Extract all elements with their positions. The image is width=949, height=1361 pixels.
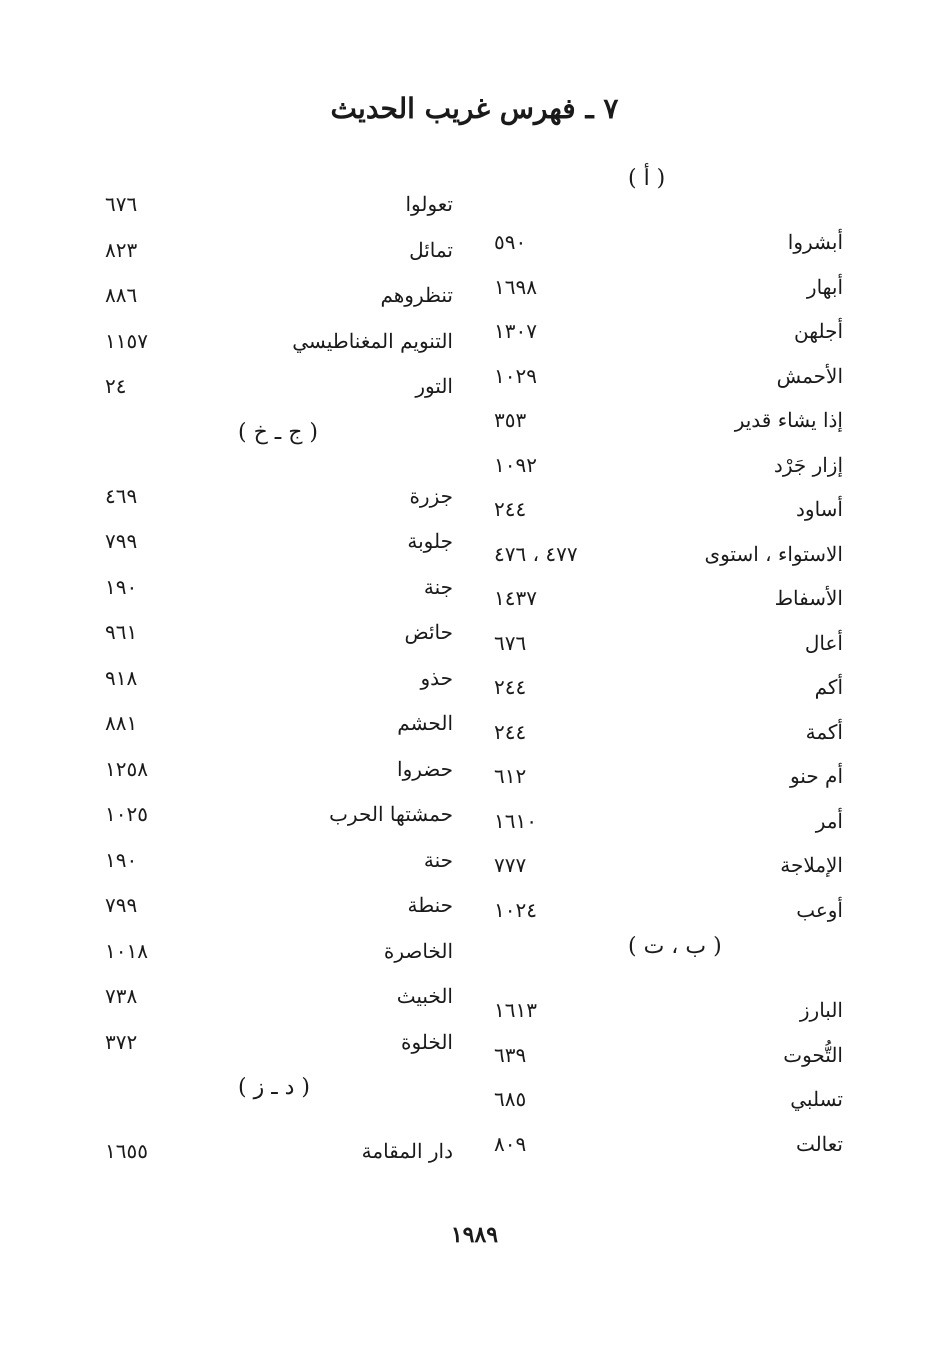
page-reference: ٣٧٢ xyxy=(105,1029,138,1054)
index-term: أمر xyxy=(815,808,843,833)
page-reference: ٧٩٩ xyxy=(105,529,138,553)
page-reference: ١٦٩٨ xyxy=(494,274,537,299)
page-reference: ٢٤٤ xyxy=(494,675,527,699)
section-heading: ( ج ـ خ ) xyxy=(238,419,318,445)
section-heading: ( د ـ ز ) xyxy=(238,1075,311,1100)
page-reference: ١٤٣٧ xyxy=(494,586,537,610)
index-term: حنطة xyxy=(407,893,453,917)
section-heading: ( أ ) xyxy=(628,166,666,191)
index-term: الخلوة xyxy=(401,1029,453,1054)
index-term: أكم xyxy=(814,675,843,699)
page-reference: ١٦١٣ xyxy=(494,998,537,1022)
page-reference: ١٠١٨ xyxy=(105,938,148,963)
index-term: الخاصرة xyxy=(383,938,453,963)
page-reference: ٦٨٥ xyxy=(494,1087,527,1111)
index-term: أجلهن xyxy=(794,319,843,343)
page-reference: ١٩٠ xyxy=(105,847,138,872)
page-reference: ٥٩٠ xyxy=(494,230,527,254)
index-term: أوعب xyxy=(796,897,843,922)
index-term: حضروا xyxy=(397,756,453,781)
index-term: الاستواء ، استوى xyxy=(704,541,843,566)
index-term: الخبيث xyxy=(396,984,453,1008)
index-term: جلوبة xyxy=(407,529,453,553)
index-term: تعالت xyxy=(795,1131,843,1156)
page-reference: ١٩٠ xyxy=(105,574,138,599)
page-reference: ٦٧٦ xyxy=(105,192,138,216)
index-term: الحشم xyxy=(397,711,453,735)
index-term: الأسفاط xyxy=(774,586,843,610)
page-reference: ٨٠٩ xyxy=(494,1131,527,1156)
index-term: تعولوا xyxy=(405,192,453,216)
index-term: حنة xyxy=(423,847,453,872)
page-reference: ٦٣٩ xyxy=(494,1042,527,1067)
page-reference: ٩٦١ xyxy=(105,620,138,644)
index-term: أم حنو xyxy=(789,764,843,788)
index-term: جنة xyxy=(423,574,453,599)
index-term: الإملاجة xyxy=(780,853,843,877)
index-term: التور xyxy=(415,374,453,398)
page-reference: ٦١٢ xyxy=(494,764,527,788)
page-reference: ٧٧٧ xyxy=(494,853,527,877)
page-reference: ١٣٠٧ xyxy=(494,319,537,343)
page-reference: ٤٧٧ ، ٤٧٦ xyxy=(494,541,578,566)
page-reference: ١٢٥٨ xyxy=(105,756,148,781)
index-term: أبشروا xyxy=(787,230,843,254)
index-term: جزرة xyxy=(409,483,453,508)
page-title: ٧ ـ فهرس غريب الحديث xyxy=(330,92,619,125)
index-term: الأحمش xyxy=(776,363,843,388)
page-reference: ١١٥٧ xyxy=(105,328,148,353)
page-reference: ١٠٢٥ xyxy=(105,802,148,826)
page-reference: ١٠٢٩ xyxy=(494,363,537,388)
page-reference: ٧٩٩ xyxy=(105,893,138,917)
index-term: حذو xyxy=(420,665,453,690)
index-term: حائض xyxy=(404,620,453,644)
index-term: أبهار xyxy=(806,274,843,299)
page-reference: ٩١٨ xyxy=(105,665,138,690)
index-term: التُّحوت xyxy=(783,1042,843,1067)
index-term: أعال xyxy=(804,630,843,655)
index-term: البارز xyxy=(799,998,843,1022)
index-term: دار المقامة xyxy=(361,1139,453,1163)
page-reference: ٨٨١ xyxy=(105,711,138,735)
index-term: تسلبي xyxy=(790,1087,843,1111)
index-term: التنويم المغناطيسي xyxy=(292,328,453,353)
page-reference: ٢٤٤ xyxy=(494,719,527,744)
page-reference: ٣٥٣ xyxy=(494,408,527,432)
page-reference: ١٦٥٥ xyxy=(105,1139,148,1163)
index-term: إزار جَرْد xyxy=(773,452,843,477)
page-reference: ٤٦٩ xyxy=(105,483,138,508)
page-reference: ٨٢٣ xyxy=(105,237,138,262)
index-term: تنظروهم xyxy=(380,283,453,307)
page-reference: ١٠٩٢ xyxy=(494,452,537,477)
page-reference: ٧٣٨ xyxy=(105,984,138,1008)
page-reference: ٢٤ xyxy=(105,374,127,398)
page-reference: ١٦١٠ xyxy=(494,808,537,833)
index-term: حمشتها الحرب xyxy=(329,802,453,826)
index-term: تمائل xyxy=(409,237,453,262)
index-term: أكمة xyxy=(805,719,843,744)
index-term: إذا يشاء قدير xyxy=(734,408,843,432)
page-reference: ٨٨٦ xyxy=(105,283,138,307)
section-heading: ( ب ، ت ) xyxy=(628,934,722,959)
page-reference: ٢٤٤ xyxy=(494,497,527,521)
page-number: ١٩٨٩ xyxy=(450,1222,499,1248)
page-reference: ١٠٢٤ xyxy=(494,897,537,922)
index-term: أساود xyxy=(796,497,843,521)
page-reference: ٦٧٦ xyxy=(494,630,527,655)
